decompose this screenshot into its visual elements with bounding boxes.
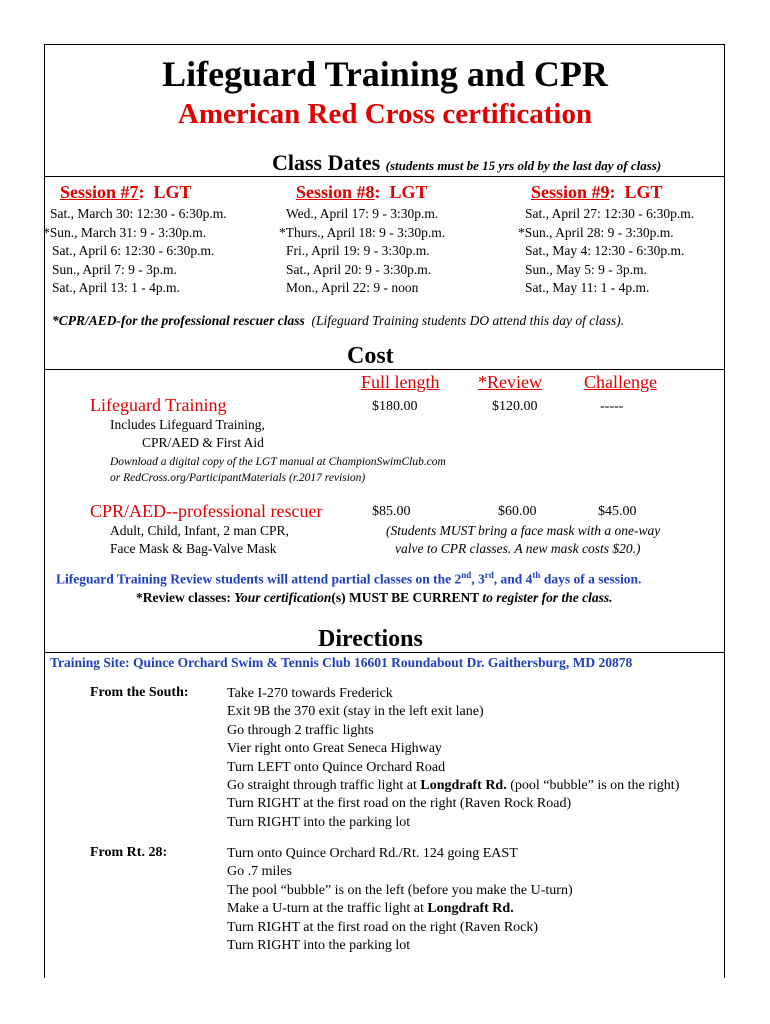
session-date: Sat., March 30: 12:30 - 6:30p.m. (50, 206, 227, 221)
cpr-day-note (52, 313, 624, 329)
session-9-type: LGT (624, 182, 663, 202)
lifeguard-includes-2: CPR/AED & First Aid (142, 435, 264, 450)
direction-step (227, 900, 573, 918)
direction-step-text: Make a U-turn at the traffic light at (227, 901, 428, 917)
direction-step: Turn RIGHT into the parking lot (227, 814, 411, 830)
direction-step-text: (pool “bubble” is on the right) (506, 778, 680, 794)
review-note-sup-1: nd (461, 570, 472, 580)
session-date: *Sun., April 28: 9 - 3:30p.m. (518, 224, 674, 240)
mask-note-2: valve to CPR classes. A new mask costs $20.) (395, 541, 641, 556)
cpr-full-price: $85.00 (372, 504, 411, 519)
review-note-text-b: , 3 (471, 571, 485, 587)
session-date: Sun., May 5: 9 - 3p.m. (525, 261, 647, 277)
cpr-note-rest: (Lifeguard Training students DO attend this day of class). (311, 313, 625, 328)
manual-download-note-2: or RedCross.org/ParticipantMaterials (r.2017 revision) (110, 472, 366, 484)
session-date: Sun., April 7: 9 - 3p.m. (52, 261, 177, 277)
class-dates-note: (students must be 15 yrs old by the last day of class) (385, 158, 662, 173)
manual-download-note-1: Download a digital copy of the LGT manual at ChampionSwimClub.com (110, 456, 446, 468)
direction-step (227, 777, 679, 795)
direction-step: Go through 2 traffic lights (227, 722, 374, 738)
direction-step-text: Go straight through traffic light at (227, 778, 421, 794)
session-9-dates (518, 205, 695, 298)
from-south-label: From the South: (90, 685, 189, 700)
from-rt28-label: From Rt. 28: (90, 845, 168, 860)
from-south-steps (227, 685, 679, 832)
class-dates-heading (272, 150, 661, 176)
direction-step: Exit 9B the 370 exit (stay in the left exit lane) (227, 704, 484, 720)
direction-step: Go .7 miles (227, 864, 292, 880)
session-9-heading: Session #9: LGT (531, 182, 663, 202)
training-site: Training Site: Quince Orchard Swim & Tennis Club 16601 Roundabout Dr. Gaithersburg, MD 20878 (50, 655, 633, 670)
review-note-text-c: , and 4 (493, 571, 533, 587)
session-date: Sat., May 11: 1 - 4p.m. (525, 280, 650, 295)
session-date: Mon., April 22: 9 - noon (286, 280, 419, 295)
session-7-dates (43, 205, 227, 298)
review-classes-text-2: Your certification (234, 590, 332, 605)
review-classes-note (136, 590, 613, 606)
lifeguard-includes-1: Includes Lifeguard Training, (110, 417, 265, 432)
col-full-length: Full length (361, 372, 440, 392)
direction-step-road: Longdraft Rd. (420, 778, 507, 794)
review-note-text-a: Lifeguard Training Review students will attend partial classes on the 2 (56, 571, 462, 587)
review-note-sup-2: rd (484, 570, 494, 580)
session-8-dates (279, 205, 446, 298)
session-date: Wed., April 17: 9 - 3:30p.m. (286, 206, 439, 221)
frame-right-border (724, 44, 725, 978)
frame-left-border (44, 44, 45, 978)
session-date: Fri., April 19: 9 - 3:30p.m. (286, 243, 430, 258)
cpr-review-price: $60.00 (498, 504, 537, 519)
review-attendance-note (56, 570, 641, 588)
page-subtitle: American Red Cross certification (177, 98, 593, 130)
session-date: *Thurs., April 18: 9 - 3:30p.m. (279, 224, 446, 240)
page-title: Lifeguard Training and CPR (162, 54, 608, 94)
direction-step: Turn RIGHT at the first road on the right (Raven Rock Road) (227, 796, 572, 812)
session-9-label: Session #9 (531, 182, 610, 202)
direction-step: Take I-270 towards Frederick (227, 686, 393, 701)
directions-heading: Directions (318, 626, 423, 652)
direction-step-road: Longdraft Rd. (427, 901, 514, 917)
cost-rule (44, 369, 725, 370)
direction-step: Turn RIGHT at the first road on the right (Raven Rock) (227, 919, 539, 935)
review-classes-text-4: to register for the class. (482, 590, 613, 605)
direction-step: Vier right onto Great Seneca Highway (227, 741, 442, 757)
cost-heading: Cost (347, 343, 394, 369)
mask-note-1: (Students MUST bring a face mask with a one-way (386, 523, 661, 538)
session-date: *Sun., March 31: 9 - 3:30p.m. (43, 224, 207, 240)
frame-top-border (44, 44, 724, 45)
lifeguard-review-price: $120.00 (492, 399, 538, 414)
session-7-type: LGT (153, 182, 192, 202)
direction-step: The pool “bubble” is on the left (before you make the U-turn) (227, 882, 573, 898)
lifeguard-training-name: Lifeguard Training (90, 395, 227, 415)
session-date: Sat., April 27: 12:30 - 6:30p.m. (525, 206, 695, 221)
review-classes-text-1: *Review classes: (136, 590, 235, 605)
session-date: Sat., April 6: 12:30 - 6:30p.m. (52, 243, 215, 258)
session-8-heading: Session #8: LGT (296, 182, 428, 202)
session-date: Sat., April 20: 9 - 3:30p.m. (286, 261, 432, 277)
session-8-type: LGT (389, 182, 428, 202)
session-date: Sat., April 13: 1 - 4p.m. (52, 280, 180, 295)
directions-rule (44, 652, 725, 653)
session-8-label: Session #8 (296, 182, 375, 202)
direction-step: Turn RIGHT into the parking lot (227, 938, 411, 954)
review-note-text-d: days of a session. (540, 571, 642, 587)
lifeguard-full-price: $180.00 (372, 399, 418, 414)
session-date: Sat., May 4: 12:30 - 6:30p.m. (525, 243, 685, 258)
class-dates-rule (44, 176, 725, 177)
session-7-heading: Session #7: LGT (60, 182, 192, 202)
cpr-detail-1: Adult, Child, Infant, 2 man CPR, (110, 523, 289, 538)
cpr-detail-2: Face Mask & Bag-Valve Mask (110, 541, 277, 556)
from-rt28-steps (227, 845, 573, 955)
session-7-label: Session #7 (60, 182, 139, 202)
cpr-challenge-price: $45.00 (598, 504, 637, 519)
cpr-aed-name: CPR/AED--professional rescuer (90, 501, 323, 521)
direction-step: Turn LEFT onto Quince Orchard Road (227, 759, 446, 775)
direction-step: Turn onto Quince Orchard Rd./Rt. 124 going EAST (227, 846, 518, 861)
col-review: *Review (478, 372, 542, 392)
review-classes-text-3: (s) MUST BE CURRENT (331, 590, 483, 605)
cpr-note-bold: *CPR/AED-for the professional rescuer class (52, 313, 305, 328)
lifeguard-challenge-price: ----- (600, 399, 624, 414)
review-note-sup-3: th (532, 570, 541, 580)
class-dates-title: Class Dates (272, 150, 381, 175)
col-challenge: Challenge (584, 372, 657, 392)
